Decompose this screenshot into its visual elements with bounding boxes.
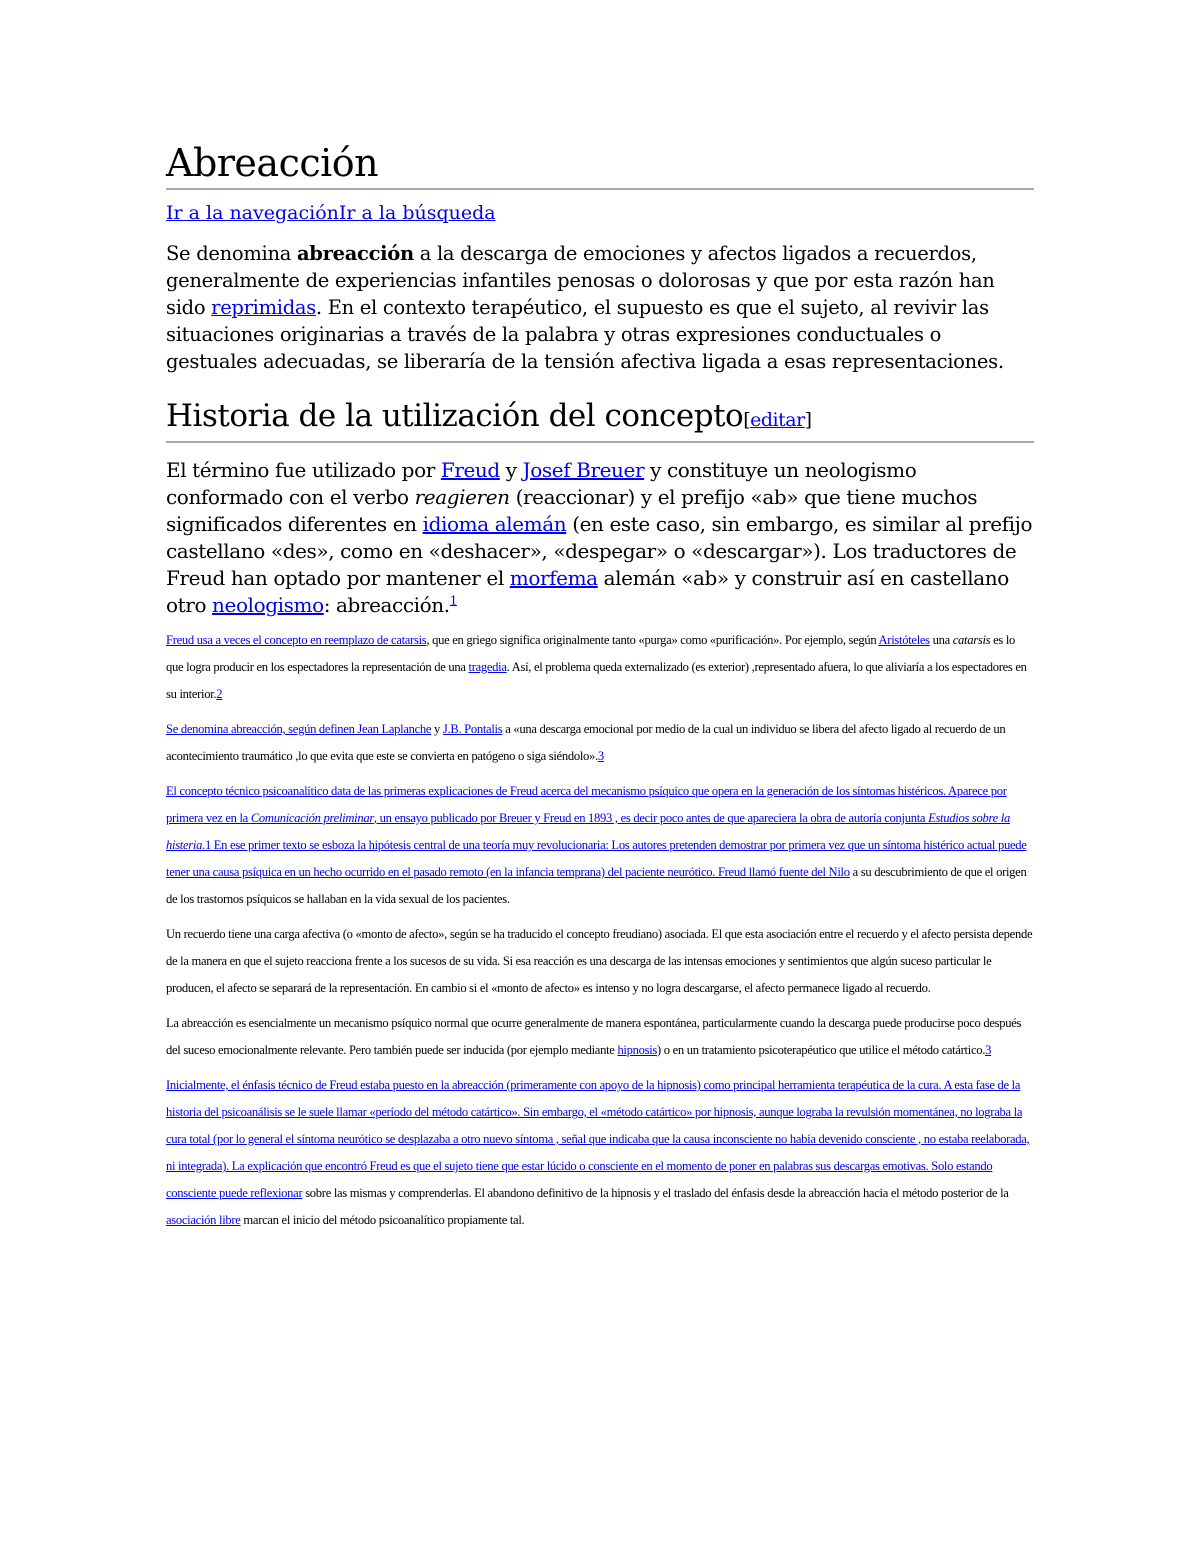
p2-text-3: es lo que logra producir en los espectadores la representación de una	[166, 633, 1016, 674]
reference-3b-link[interactable]: 3	[985, 1043, 992, 1057]
intro-term-bold: abreacción	[296, 242, 414, 265]
reference-1-link[interactable]: 1	[449, 593, 457, 608]
concepto-tecnico-link[interactable]: El concepto técnico psicoanalítico data de las primeras explicaciones de Freud acerca del mecanismo psíquico que opera en la generación de los síntomas histéricos. Aparece por primera vez en la	[166, 784, 1007, 825]
paragraph-7	[166, 1072, 1034, 1234]
hipnosis-link[interactable]: hipnosis	[617, 1043, 658, 1057]
paragraph-3	[166, 716, 1034, 770]
reference-2-link[interactable]: 2	[216, 687, 223, 701]
p7-text-2: marcan el inicio del método psicoanalítico propiamente tal.	[240, 1213, 525, 1227]
paragraph-6	[166, 1010, 1034, 1064]
p4-text-1: a su descubrimiento de que el origen de los trastornos psíquicos se hallaban en la vida sexual de los pacientes.	[166, 865, 1027, 906]
laplanche-link[interactable]: Se denomina abreacción, según definen Jean Laplanche	[166, 722, 432, 736]
reference-3-link[interactable]: 3	[597, 749, 604, 763]
intro-text-3: . En el contexto terapéutico, el supuesto es que el sujeto, al revivir las situaciones originarias a través de la palabra y otras expresiones conductuales o gestuales adecuadas, se liberaría de la tensión afectiva ligada a esas representaciones.	[166, 296, 1004, 373]
article	[166, 138, 1034, 1242]
paragraph-2	[166, 627, 1034, 708]
edit-bracket-open: [	[743, 409, 751, 431]
title-divider	[166, 188, 1034, 190]
p3-text-2: a «una descarga emocional por medio de la cual un individuo se libera del afecto ligado al recuerdo de un acontecimiento traumático ,lo que evita que este se convierta en patógeno o siga siéndolo».	[166, 722, 1006, 763]
p1-text-7: : abreacción.	[323, 593, 450, 617]
intro-text-2: a la descarga de emociones y afectos ligados a recuerdos, generalmente de experiencias infantiles penosas o dolorosas y que por esta razón han sido	[166, 242, 995, 319]
estudios-histeria-italic[interactable]: Estudios sobre la histeria	[166, 811, 1010, 852]
section-divider	[166, 441, 1034, 443]
hipotesis-link[interactable]: .1 En ese primer texto se esboza la hipótesis central de una teoría muy revolucionaria: Los autores pretenden demostrar por primera vez que un síntoma histérico actual puede tener una causa psíquica en un hecho ocurrido en el pasado remoto (en la infancia temprana) del paciente neurótico. Freud llamó fuente del Nilo	[166, 838, 1027, 879]
reprimidas-link[interactable]: reprimidas	[211, 296, 316, 319]
p2-italic-catarsis: catarsis	[952, 633, 991, 647]
paragraph-4	[166, 778, 1034, 913]
morfema-link[interactable]: morfema	[509, 566, 598, 590]
p1-text-6: alemán «ab» y construir así en castellano otro	[166, 566, 1009, 617]
intro-text-1: Se denomina	[166, 242, 297, 265]
p2-text-2: una	[929, 633, 953, 647]
p3-text-1: y	[431, 722, 443, 736]
p1-text-2: y	[499, 458, 523, 482]
p1-text-4: (reaccionar) y el prefijo «ab» que tiene muchos significados diferentes en	[166, 485, 978, 536]
p6-text-2: ) o en un tratamiento psicoterapéutico que utilice el método catártico.	[657, 1043, 986, 1057]
comunicacion-preliminar-italic[interactable]: Comunicación preliminar	[250, 811, 374, 825]
section-heading-text: Historia de la utilización del concepto	[166, 398, 744, 434]
pontalis-link[interactable]: J.B. Pontalis	[442, 722, 503, 736]
page-title: Abreacción	[166, 141, 379, 185]
p6-text-1: La abreacción es esencialmente un mecanismo psíquico normal que ocurre generalmente de manera espontánea, particularmente cuando la descarga puede producirse poco después del suceso emocionalmente relevante. Pero también puede ser inducida (por ejemplo mediante	[166, 1016, 1022, 1057]
aristoteles-link[interactable]: Aristóteles	[878, 633, 930, 647]
p2-text-1: , que en griego significa originalmente tanto «purga» como «purificación». Por ejemplo, según	[426, 633, 879, 647]
edit-bracket-close: ]	[804, 409, 812, 431]
p1-text-3: y constituye un neologismo conformado con el verbo	[166, 458, 917, 509]
ensayo-link[interactable]: , un ensayo publicado por Breuer y Freud en 1893 , es decir poco antes de que apareciera la obra de autoría conjunta	[373, 811, 929, 825]
p1-text-1: El término fue utilizado por	[166, 458, 441, 482]
skip-to-search-link[interactable]: Ir a la búsqueda	[338, 202, 496, 224]
edit-section-link[interactable]: editar	[750, 409, 805, 431]
idioma-aleman-link[interactable]: idioma alemán	[422, 512, 567, 536]
paragraph-5: Un recuerdo tiene una carga afectiva (o «monto de afecto», según se ha traducido el concepto freudiano) asociada. El que esta asociación entre el recuerdo y el afecto persista depende de la manera en que el sujeto reacciona frente a los sucesos de su vida. Si esa reacción es una descarga de las intensas emociones y sentimientos que algún suceso particular le producen, el afecto se separará de la representación. En cambio si el «monto de afecto» es intenso y no logra descargarse, el afecto permanece ligado al recuerdo.	[166, 927, 1033, 995]
tragedia-link[interactable]: tragedia	[468, 660, 507, 674]
intro-paragraph	[166, 240, 1034, 375]
josef-breuer-link[interactable]: Josef Breuer	[522, 458, 645, 482]
p1-italic-reagieren: reagieren	[414, 485, 510, 509]
section-edit	[743, 409, 811, 431]
enfasis-tecnico-link[interactable]: Inicialmente, el énfasis técnico de Freud estaba puesto en la abreacción (primeramente con apoyo de la hipnosis) como principal herramienta terapéutica de la cura. A esta fase de la historia del psicoanálisis se le suele llamar «período del método catártico». Sin embargo, el «método catártico» por hipnosis, aunque lograba la revulsión momentánea, no lograba la cura total (por lo general el síntoma neurótico se desplazaba a otro nuevo síntoma , señal que indicaba que la causa inconsciente no había devenido consciente , no estaba reelaborada, ni integrada). La explicación que encontró Freud es que el sujeto tiene que estar lúcido o consciente en el momento de poner en palabras sus descargas emotivas. Solo estando consciente puede reflexionar	[166, 1078, 1030, 1200]
catarsis-link[interactable]: Freud usa a veces el concepto en reemplazo de catarsis	[166, 633, 427, 647]
p7-text-1: sobre las mismas y comprenderlas. El abandono definitivo de la hipnosis y el traslado del énfasis desde la abreacción hacia el método posterior de la	[302, 1186, 1009, 1200]
skip-links	[166, 200, 1034, 226]
p1-text-5: (en este caso, sin embargo, es similar al prefijo castellano «des», como en «deshacer», «despegar» o «descargar»). Los traductores de Freud han optado por mantener el	[166, 512, 1033, 590]
p2-text-4: . Así, el problema queda externalizado (es exterior) ,representado afuera, lo que aliviaría a los espectadores en su interior.	[166, 660, 1027, 701]
skip-to-navigation-link[interactable]: Ir a la navegación	[166, 202, 339, 224]
freud-link[interactable]: Freud	[440, 458, 500, 482]
section-heading	[166, 395, 1034, 441]
paragraph-1	[166, 457, 1034, 619]
asociacion-libre-link[interactable]: asociación libre	[166, 1213, 241, 1227]
neologismo-link[interactable]: neologismo	[212, 593, 324, 617]
